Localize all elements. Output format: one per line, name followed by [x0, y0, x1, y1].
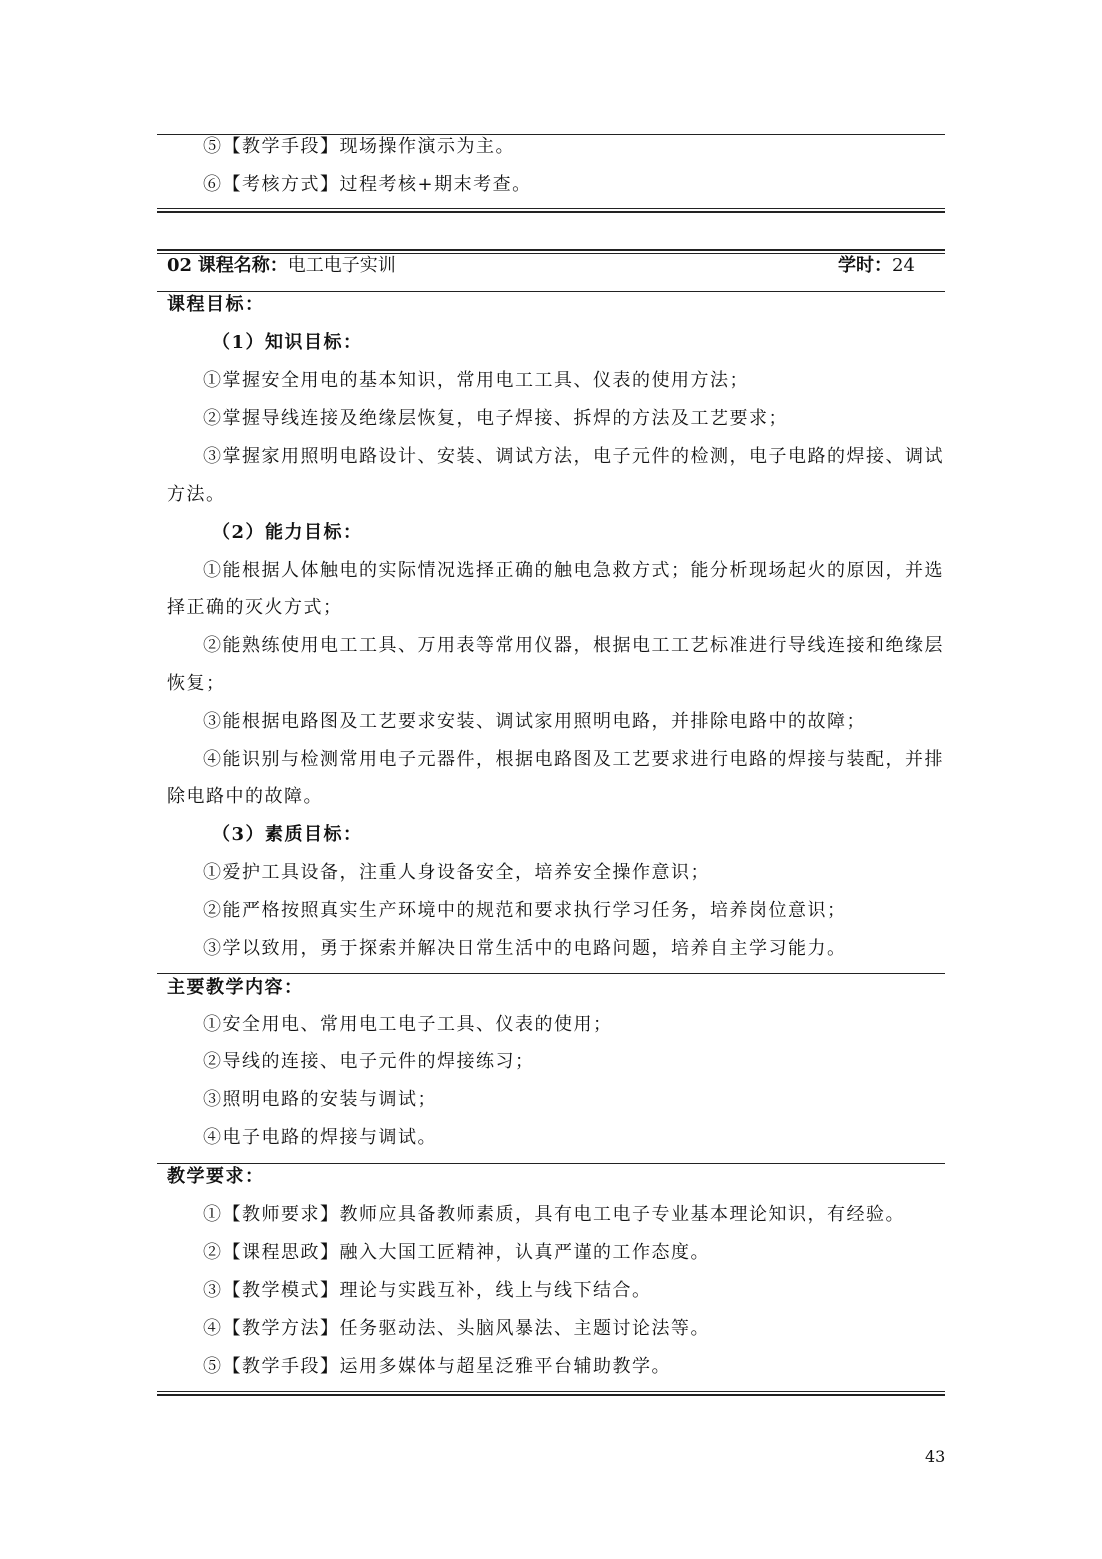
requirements-heading: 教学要求：	[167, 1166, 265, 1187]
top-rule	[157, 134, 945, 135]
ability-line: 恢复；	[167, 673, 226, 694]
prev-item-6: ⑥【考核方式】过程考核+期末考查。	[203, 174, 532, 195]
knowledge-line: ②掌握导线连接及绝缘层恢复，电子焊接、拆焊的方法及工艺要求；	[203, 408, 788, 429]
content-rule	[157, 973, 945, 974]
bottom-rule-2	[157, 1394, 945, 1396]
prev-item-5: ⑤【教学手段】现场操作演示为主。	[203, 136, 515, 157]
content-line: ③照明电路的安装与调试；	[203, 1089, 437, 1110]
ability-title: （2）能力目标：	[212, 522, 363, 543]
quality-line: ②能严格按照真实生产环境中的规范和要求执行学习任务，培养岗位意识；	[203, 900, 847, 921]
course-name-label: 课程名称：	[197, 255, 288, 276]
quality-title: （3）素质目标：	[212, 824, 363, 845]
ability-line: ③能根据电路图及工艺要求安装、调试家用照明电路，并排除电路中的故障；	[203, 711, 866, 732]
requirement-line: ①【教师要求】教师应具备教师素质，具有电工电子专业基本理论知识，有经验。	[203, 1204, 905, 1225]
goals-heading: 课程目标：	[167, 294, 265, 315]
prev-table-bottom-rule-1	[157, 208, 945, 209]
ability-line: 择正确的灭火方式；	[167, 597, 343, 618]
bottom-rule-1	[157, 1391, 945, 1392]
course-hours-label: 学时：	[838, 255, 892, 276]
ability-line: 除电路中的故障。	[167, 786, 323, 807]
course-table-top-rule-2	[157, 253, 945, 254]
course-table-top-rule-1	[157, 249, 945, 251]
content-heading: 主要教学内容：	[167, 977, 304, 998]
knowledge-line: ①掌握安全用电的基本知识，常用电工工具、仪表的使用方法；	[203, 370, 749, 391]
course-header	[167, 255, 396, 277]
course-name: 电工电子实训	[287, 255, 396, 276]
ability-line: ④能识别与检测常用电子元器件，根据电路图及工艺要求进行电路的焊接与装配，并排	[203, 749, 944, 770]
content-line: ①安全用电、常用电工电子工具、仪表的使用；	[203, 1014, 613, 1035]
knowledge-title: （1）知识目标：	[212, 332, 363, 353]
quality-line: ③学以致用，勇于探索并解决日常生活中的电路问题，培养自主学习能力。	[203, 938, 847, 959]
course-hours-value: 24	[892, 255, 915, 276]
ability-line: ①能根据人体触电的实际情况选择正确的触电急救方式；能分析现场起火的原因，并选	[203, 560, 944, 581]
prev-table-bottom-rule-2	[157, 211, 945, 213]
knowledge-line: ③掌握家用照明电路设计、安装、调试方法，电子元件的检测，电子电路的焊接、调试	[203, 446, 944, 467]
requirement-line: ②【课程思政】融入大国工匠精神，认真严谨的工作态度。	[203, 1242, 710, 1263]
knowledge-line: 方法。	[167, 484, 226, 505]
requirement-line: ④【教学方法】任务驱动法、头脑风暴法、主题讨论法等。	[203, 1318, 710, 1339]
requirements-rule	[157, 1163, 945, 1164]
content-line: ②导线的连接、电子元件的焊接练习；	[203, 1051, 535, 1072]
requirement-line: ⑤【教学手段】运用多媒体与超星泛雅平台辅助教学。	[203, 1356, 671, 1377]
page-number: 43	[925, 1447, 946, 1466]
quality-line: ①爱护工具设备，注重人身设备安全，培养安全操作意识；	[203, 862, 710, 883]
header-rule	[157, 291, 945, 292]
content-line: ④电子电路的焊接与调试。	[203, 1127, 437, 1148]
course-hours	[838, 255, 915, 277]
ability-line: ②能熟练使用电工工具、万用表等常用仪器，根据电工工艺标准进行导线连接和绝缘层	[203, 635, 944, 656]
requirement-line: ③【教学模式】理论与实践互补，线上与线下结合。	[203, 1280, 652, 1301]
course-number: 02	[167, 255, 193, 276]
